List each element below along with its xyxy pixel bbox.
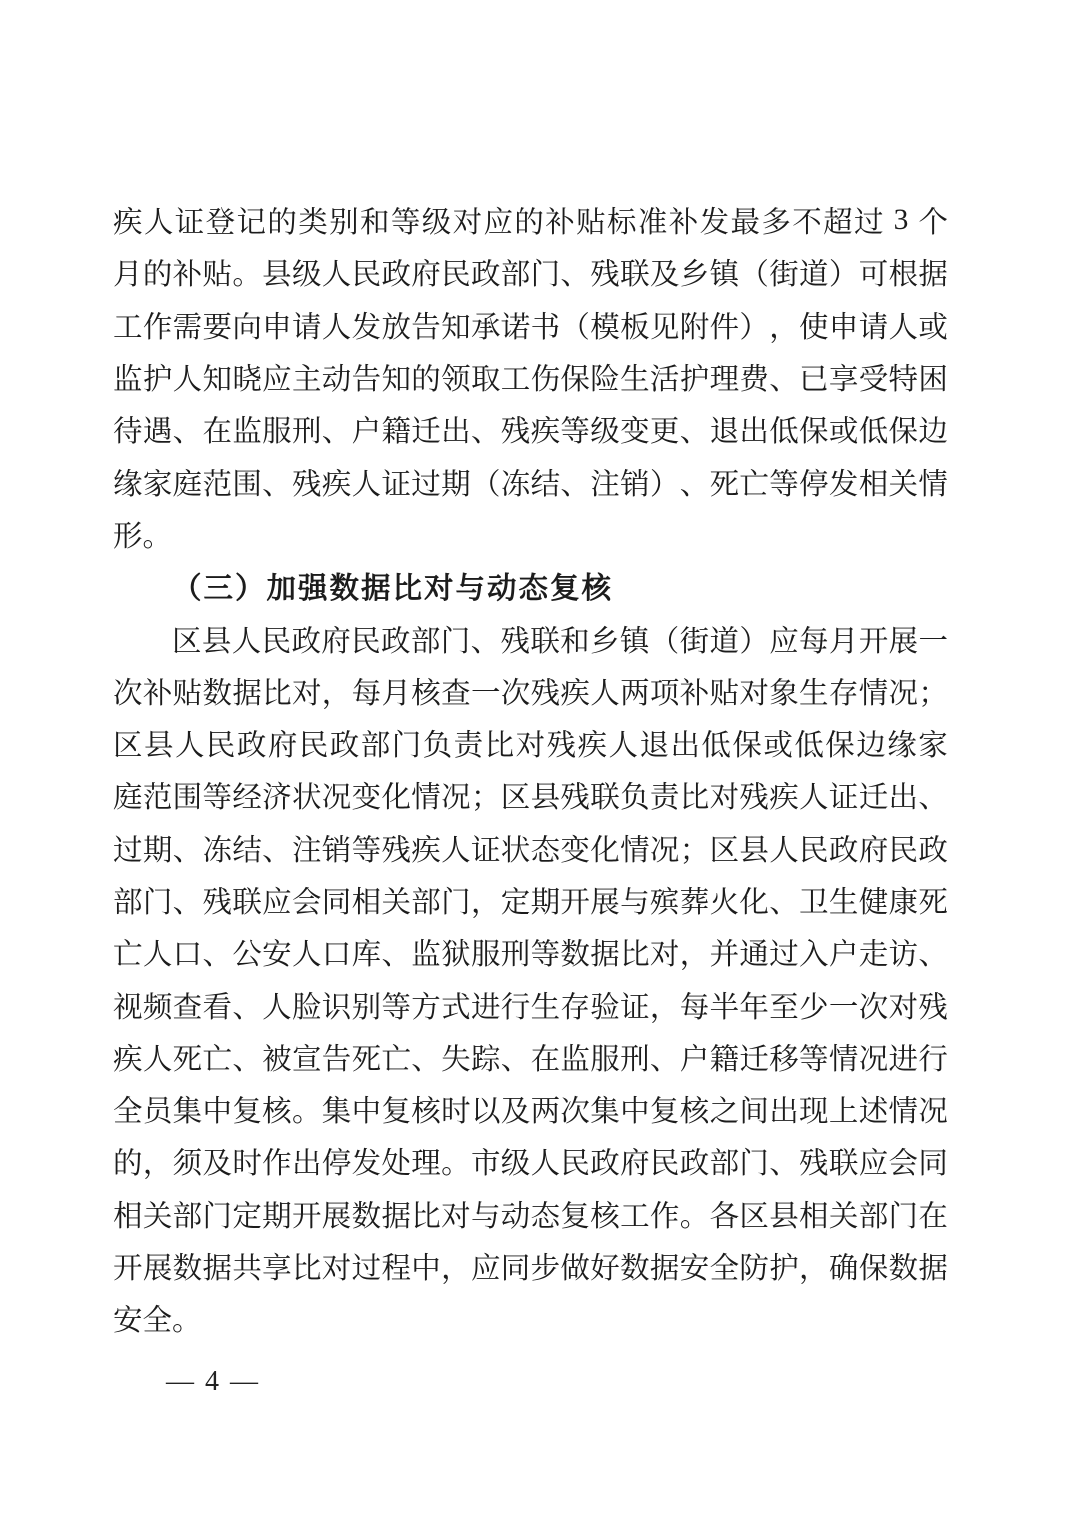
- text-line: 相 关 部 门 定 期 开 展 数 据 比 对 与 动 态 复 核 工 作 。 各 区 县 相 关 部 门 在: [113, 1200, 948, 1233]
- page-number: — 4 —: [166, 1366, 260, 1397]
- text-line: 形。: [113, 520, 173, 553]
- text-line: 亡 人 口 、 公 安 人 口 库 、 监 狱 服 刑 等 数 据 比 对 ， 并 通 过 入 户 走 访 、: [113, 939, 948, 972]
- text-line: 全 员 集 中 复 核 。 集 中 复 核 时 以 及 两 次 集 中 复 核 之 间 出 现 上 述 情 况: [113, 1096, 948, 1129]
- text-line: 月 的 补 贴 。 县 级 人 民 政 府 民 政 部 门 、 残 联 及 乡 镇 （ 街 道 ） 可 根 据: [113, 259, 948, 292]
- document-body: [113, 194, 948, 1345]
- text-line: 次 补 贴 数 据 比 对 ， 每 月 核 查 一 次 残 疾 人 两 项 补 贴 对 象 生 存 情 况 ；: [113, 677, 948, 710]
- text-line: 疾 人 证 登 记 的 类 别 和 等 级 对 应 的 补 贴 标 准 补 发 最 多 不 超 过 3 个: [113, 203, 948, 240]
- section-heading: （三）加强数据比对与动态复核: [172, 573, 614, 606]
- text-line: 疾 人 死 亡 、 被 宣 告 死 亡 、 失 踪 、 在 监 服 刑 、 户 籍 迁 移 等 情 况 进 行: [113, 1043, 948, 1076]
- text-line: 的 ， 须 及 时 作 出 停 发 处 理 。 市 级 人 民 政 府 民 政 部 门 、 残 联 应 会 同: [113, 1148, 948, 1181]
- text-line: 部 门 、 残 联 应 会 同 相 关 部 门 ， 定 期 开 展 与 殡 葬 火 化 、 卫 生 健 康 死: [113, 887, 948, 919]
- text-line: 过 期 、 冻 结 、 注 销 等 残 疾 人 证 状 态 变 化 情 况 ； 区 县 人 民 政 府 民 政: [113, 834, 948, 867]
- text-line: 缘 家 庭 范 围 、 残 疾 人 证 过 期 （ 冻 结 、 注 销 ） 、 死 亡 等 停 发 相 关 情: [113, 468, 948, 501]
- text-line: 监 护 人 知 晓 应 主 动 告 知 的 领 取 工 伤 保 险 生 活 护 理 费 、 已 享 受 特 困: [113, 364, 948, 397]
- text-line: 区 县 人 民 政 府 民 政 部 门 、 残 联 和 乡 镇 （ 街 道 ） 应 每 月 开 展 一: [172, 625, 948, 658]
- text-line: 开 展 数 据 共 享 比 对 过 程 中 ， 应 同 步 做 好 数 据 安 全 防 护 ， 确 保 数 据: [113, 1253, 948, 1286]
- text-line: 视 频 查 看 、 人 脸 识 别 等 方 式 进 行 生 存 验 证 ， 每 半 年 至 少 一 次 对 残: [113, 991, 948, 1024]
- text-line: 区 县 人 民 政 府 民 政 部 门 负 责 比 对 残 疾 人 退 出 低 保 或 低 保 边 缘 家: [113, 730, 948, 763]
- text-line: 安全。: [113, 1305, 202, 1338]
- text-line: 庭 范 围 等 经 济 状 况 变 化 情 况 ； 区 县 残 联 负 责 比 对 残 疾 人 证 迁 出 、: [113, 782, 948, 815]
- text-line: 待 遇 、 在 监 服 刑 、 户 籍 迁 出 、 残 疾 等 级 变 更 、 退 出 低 保 或 低 保 边: [113, 416, 948, 449]
- text-line: 工 作 需 要 向 申 请 人 发 放 告 知 承 诺 书 （ 模 板 见 附 件 ） ， 使 申 请 人 或: [113, 311, 948, 344]
